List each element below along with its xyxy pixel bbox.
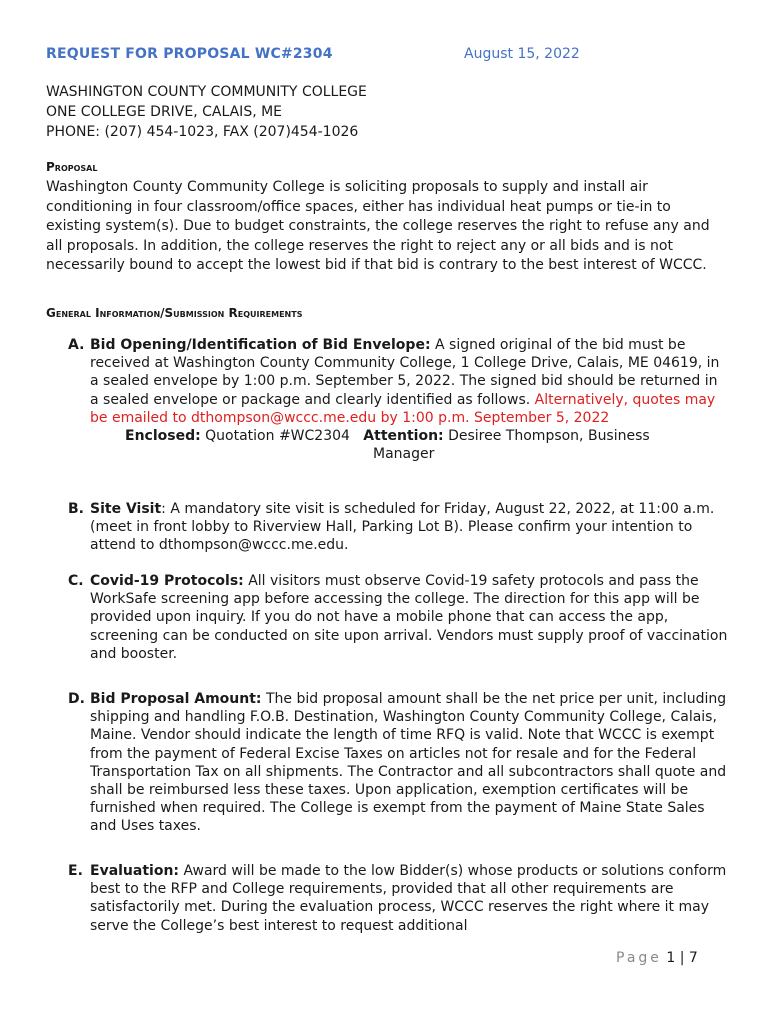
item-text: Award will be made to the low Bidder(s) whose products or solutions conform best to the RFP and College requirements, provided that all other requirements are satisfactorily met. During the evaluation process, WCCC reserves the right where it may serve the College’s best interest to request additional (90, 863, 727, 934)
proposal-heading: Proposal (46, 160, 98, 174)
item-bid-proposal-amount (68, 690, 728, 836)
item-text: All visitors must observe Covid-19 safety protocols and pass the WorkSafe screening app before accessing the college. The direction for this app will be provided upon inquiry. If you do not have a mobile phone that can access the app, screening can be conducted on site upon arrival. Vendors must supply proof of vaccination and booster. (90, 573, 728, 662)
enclosed-line (125, 427, 728, 445)
email-alternative-note: Alternatively, quotes may be emailed to dthompson@wccc.me.edu by 1:00 p.m. September 5, 2022 (90, 391, 716, 426)
item-text: The bid proposal amount shall be the net price per unit, including shipping and handling F.O.B. Destination, Washington County Community College, Calais, Maine. Vendor should indicate the length of time RFQ is valid. Note that WCCC is exempt from the payment of Federal Excise Taxes on articles not for resale and for the Federal Transportation Tax on all shipments. The Contractor and all subcontractors shall quote and shall be reimbursed less these taxes. Upon application, exemption certificates will be furnished when required. The College is exempt from the payment of Maine State Sales and Uses taxes. (90, 691, 727, 835)
attention-value-cont: Manager (373, 446, 435, 463)
general-info-heading: General Information/Submission Requirements (46, 306, 303, 320)
item-letter: E. (68, 863, 83, 879)
item-letter: D. (68, 691, 85, 707)
attention-value: Desiree Thompson, Business (448, 428, 650, 445)
enclosed-label: Enclosed: (125, 428, 201, 445)
page-separator: | (679, 950, 685, 966)
item-letter: B. (68, 501, 84, 517)
rfp-date: August 15, 2022 (464, 46, 580, 62)
item-evaluation (68, 862, 728, 935)
page-footer (616, 950, 698, 966)
page-total: 7 (688, 950, 698, 966)
college-address (46, 82, 367, 142)
item-lead: Bid Opening/Identification of Bid Envelope: (90, 337, 431, 353)
item-text: A signed original of the bid must be received at Washington County Community College, 1 College Drive, Calais, ME 04619, in a sealed envelope by 1:00 p.m. September 5, 2022. The signed bid should be returned in a sealed envelope or package and clearly identified as follows. (90, 337, 720, 408)
address-line-3: PHONE: (207) 454-1023, FAX (207)454-1026 (46, 124, 359, 140)
page-current: 1 (666, 950, 676, 966)
item-bid-opening (68, 336, 728, 463)
header (46, 46, 726, 66)
address-line-1: WASHINGTON COUNTY COMMUNITY COLLEGE (46, 84, 367, 100)
item-lead: Evaluation: (90, 863, 180, 879)
rfp-title: REQUEST FOR PROPOSAL WC#2304 (46, 46, 333, 62)
address-line-2: ONE COLLEGE DRIVE, CALAIS, ME (46, 104, 283, 120)
item-covid-protocols (68, 572, 728, 663)
item-site-visit (68, 500, 728, 555)
item-lead: Covid-19 Protocols: (90, 573, 244, 589)
item-lead: Site Visit (90, 501, 162, 517)
enclosed-value: Quotation #WC2304 (205, 428, 350, 445)
item-lead: Bid Proposal Amount: (90, 691, 262, 707)
page-label: Page (616, 950, 662, 966)
proposal-text: Washington County Community College is soliciting proposals to supply and install air conditioning in four classroom/office spaces, either has individual heat pumps or tie-in to existing system(s). Due to budget constraints, the college reserves the right to refuse any and all proposals. In addition, the college reserves the right to reject any or all bids and is not necessarily bound to accept the lowest bid if that bid is contrary to the best interest of WCCC. (46, 179, 710, 273)
item-letter: A. (68, 337, 85, 353)
item-text: : A mandatory site visit is scheduled for Friday, August 22, 2022, at 11:00 a.m. (meet in front lobby to Riverview Hall, Parking Lot B). Please confirm your intention to attend to dthompson@wccc.me.edu. (90, 501, 715, 554)
item-letter: C. (68, 573, 84, 589)
attention-label: Attention: (363, 428, 444, 445)
